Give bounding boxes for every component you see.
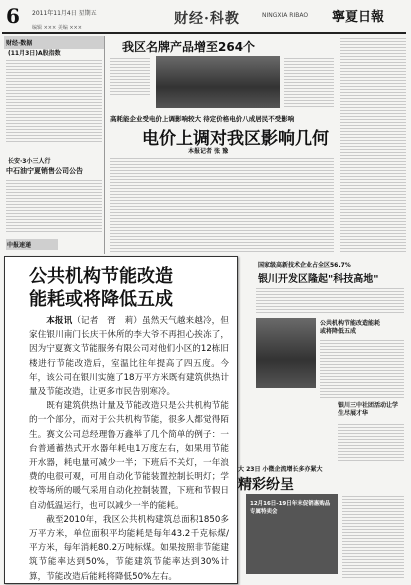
brief-text [110, 56, 150, 96]
paragraph-3: 截至2010年，我区公共机构建筑总面积1850多万平方米，单位面积平均能耗是每年43.2千克标煤/平方米，每年消耗80.2万吨标煤。如果按照非节能建筑节能率达到50%，节能建筑节能率达到30%计算，节能改造后能耗将降低50%左右。 [29, 514, 229, 582]
paper-pinyin: NINGXIA RIBAO [262, 12, 309, 19]
hightech-kicker: 国家级高新技术企业占全区56.7% [258, 262, 351, 269]
ad-subtitle: 长安·3小三人行 [8, 158, 51, 165]
hightech-headline: 银川开发区隆起"科技高地" [258, 274, 379, 285]
right-top-text [340, 36, 406, 254]
editor-credits: 编辑 ××× 美编 ××× [32, 25, 82, 31]
article-title-line2: 能耗或将降低五成 [29, 289, 173, 310]
electricity-byline: 本报记者 张 豫 [188, 148, 229, 155]
energy-brief-text [320, 338, 404, 398]
school-headline: 银川三中社团活动让学生尽展才华 [338, 402, 399, 417]
article-title [29, 265, 173, 311]
lead-label: 本报讯 [46, 316, 73, 326]
electricity-article-text [110, 156, 334, 252]
stock-table [6, 58, 102, 143]
energy-brief-title: 公共机构节能改造能耗或将降低五成 [320, 320, 381, 335]
shopping-text [342, 494, 404, 578]
electricity-kicker: 高耗能企业受电价上调影响较大 待定价格电价八成居民不受影响 [110, 115, 295, 123]
column-label: 财经·数据 [4, 36, 104, 49]
shopping-kicker: 大 23日 小微企流增长多亦紧大 [238, 466, 323, 473]
electricity-headline: 电价上调对我区影响几何 [142, 129, 329, 149]
ad-title: 中石油宁夏销售公司公告 [6, 167, 83, 175]
school-text [338, 422, 404, 462]
right-top-column [340, 36, 406, 254]
brief-text [284, 56, 334, 108]
hightech-photo [256, 318, 316, 388]
port-photo [156, 56, 280, 108]
shopping-headline: 精彩纷呈 [238, 477, 294, 493]
bottom-middle [236, 464, 406, 582]
page-number: 6 [6, 4, 20, 28]
featured-article [4, 256, 238, 584]
news-note: 中报速递 [6, 239, 58, 250]
middle-column [108, 36, 336, 254]
lead-paragraph: （记者 胥 莉）虽然天气越来越冷，但家住银川南门长庆干休所的李大爷不再担心挨冻了，因为宁夏赛文节能服务有限公司对他们小区的12栋旧楼进行节能改造后，室温比往年提高了四五度。今年，该公司在银川实施了18万平方米既有建筑供热计量及节能改造，让更多市民告别寒冷。 [29, 316, 229, 398]
left-column [4, 36, 105, 254]
ad-text [6, 178, 102, 234]
promo-banner [246, 494, 338, 574]
section-title: 财经·科教 [174, 11, 240, 27]
headline-brands: 我区名牌产品增至264个 [122, 40, 256, 54]
table-caption: (11月3日)A股指数 [8, 50, 61, 57]
article-body [29, 314, 229, 584]
page-header [2, 2, 406, 34]
paper-masthead: 寧夏日報 [332, 10, 385, 25]
article-title-line1: 公共机构节能改造 [29, 266, 173, 287]
paragraph-2: 既有建筑供热计量及节能改造只是公共机构节能的一个部分，而对于公共机构节能，很多人都觉得陌生。赛文公司总经理鲁万鑫举了几个简单的例子：一台普通蓄热式开水器年耗电1万度左右，如果用节能开水器，耗电量可减少一半；下班后不关灯，一年浪费的电很可观，可用自动化节能装置控制长明灯；学校等场所的暖气采用自动化控制装置，下班和节假日自动低温运行，也可以减少一半的能耗。 [29, 401, 229, 511]
page-date: 2011年11月4日 星期五 [32, 10, 97, 17]
promo-banner-text: 12月16日-19日年末促销惠购品专属特卖会 [250, 501, 331, 515]
hightech-text [256, 286, 404, 314]
